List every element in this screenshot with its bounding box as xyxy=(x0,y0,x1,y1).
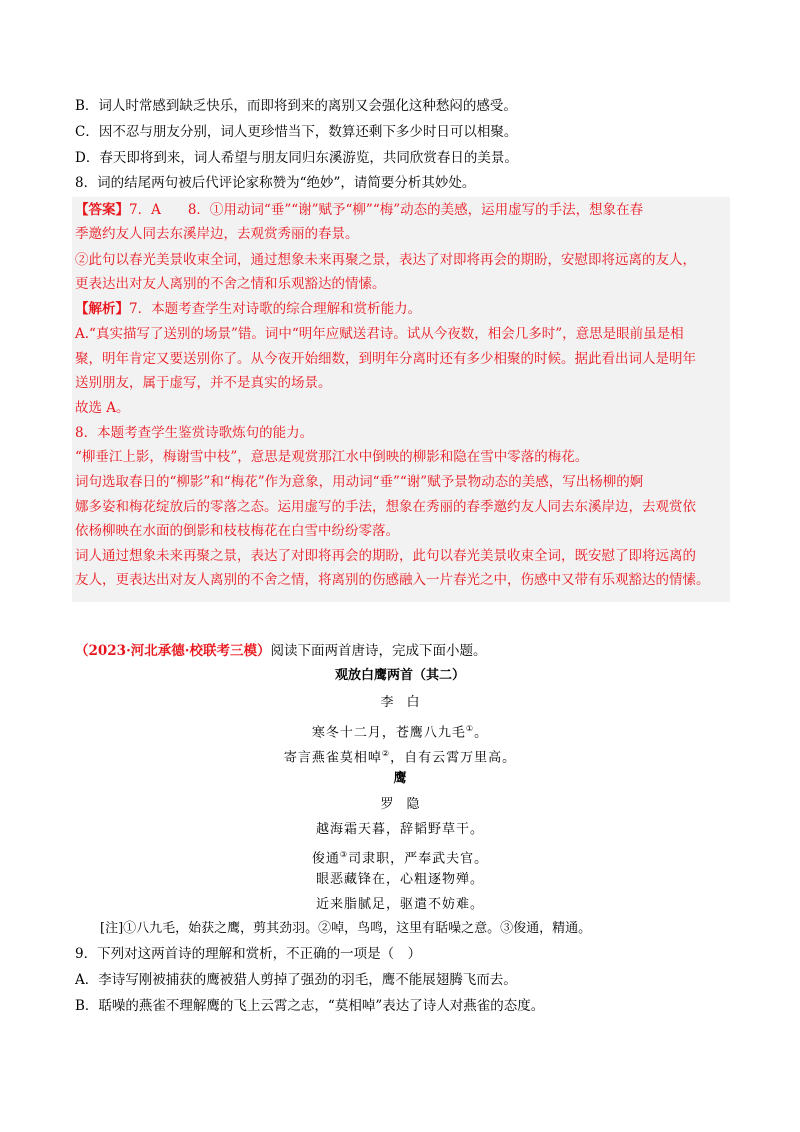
poem1-line-2 xyxy=(0,744,800,768)
analysis-line-5: 故选 A。 xyxy=(75,400,130,416)
analysis-line-9: 娜多姿和梅花绽放后的零落之态。运用虚写的手法，想象在秀丽的春季邀约友人同去东溪岸边，去观赏依 xyxy=(75,499,696,515)
analysis-line-3: 聚，明年肯定又要送别你了。从今夜开始细数，到明年分离时还有多少相聚的时候。据此看出词人是明年 xyxy=(75,351,696,367)
poem2-line-2-text: 司隶职，严奉武夫官。 xyxy=(348,851,489,867)
section-intro: 阅读下面两首唐诗，完成下面小题。 xyxy=(270,643,487,659)
answer-line-2: 季邀约友人同去东溪岸边，去观赏秀丽的春景。 xyxy=(75,226,359,242)
poem1-line-1 xyxy=(0,719,800,743)
analysis-tag: 【解析】 xyxy=(75,301,129,317)
analysis-line-2: A.“真实描写了送别的场景”错。词中“明年应赋送君诗。试从今夜数，相会几多时”，意思是眼前虽是相 xyxy=(75,326,684,342)
analysis-line-7: “柳垂江上影，梅谢雪中枝”，意思是观赏那江水中倒映的柳影和隐在雪中零落的梅花。 xyxy=(75,449,589,465)
poem1-title: 观放白鹰两首（其二） xyxy=(334,668,465,683)
question-9: 9．下列对这两首诗的理解和赏析，不正确的一项是（ ） xyxy=(75,946,422,962)
analysis-line-11: 词人通过想象未来再聚之景，表达了对即将再会的期盼，此句以春光美景收束全词，既安慰了即将远离的 xyxy=(75,548,696,564)
analysis-line-4: 送别朋友，属于虚写，并不是真实的场景。 xyxy=(75,375,332,391)
analysis-line-10: 依杨柳映在水面的倒影和枝枝梅花在白雪中纷纷零落。 xyxy=(75,523,399,539)
poem1-line-2-text: 寄言燕雀莫相啅 xyxy=(283,750,382,766)
answer-line-1 xyxy=(75,200,643,220)
poem1-line-1-text: 寒冬十二月，苍鹰八九毛 xyxy=(311,725,466,741)
footnote-marker-2: ② xyxy=(381,749,391,758)
answer-line-4: 更表达出对友人离别的不舍之情和乐观豁达的情愫。 xyxy=(75,276,386,292)
analysis-line-6: 8．本题考查学生鉴赏诗歌炼句的能力。 xyxy=(75,425,314,441)
option-d-prev: D．春天即将到来，词人希望与朋友同归东溪游览，共同欣赏春日的美景。 xyxy=(75,150,518,166)
poem2-line-1: 越海霜天暮，辞韬野草干。 xyxy=(315,822,484,837)
q9-option-b: B．聒噪的燕雀不理解鹰的飞上云霄之志，“莫相啅”表达了诗人对燕雀的态度。 xyxy=(75,998,545,1014)
poem2-line-2 xyxy=(0,845,800,869)
poem2-line-3: 眼恶藏锋在，心粗逐物殚。 xyxy=(315,872,484,887)
answer-text-1: 7．A 8．①用动词“垂”“谢”赋予“柳”“梅”动态的美感，运用虚写的手法，想象在春 xyxy=(129,202,644,218)
poem2-title: 鹰 xyxy=(393,771,407,786)
section-header xyxy=(75,641,486,661)
section-source: （2023·河北承德·校联考三模） xyxy=(75,643,271,659)
answer-line-3: ②此句以春光美景收束全词，通过想象未来再聚之景，表达了对即将再会的期盼，安慰即将远离的友人， xyxy=(75,252,696,268)
footnote-marker-1: ① xyxy=(465,724,475,733)
poem1-author: 李 白 xyxy=(380,695,420,710)
q9-option-a: A．李诗写刚被捕获的鹰被猎人剪掉了强劲的羽毛，鹰不能展翅腾飞而去。 xyxy=(75,972,517,988)
option-c-prev: C．因不忍与朋友分别，词人更珍惜当下，数算还剩下多少时日可以相聚。 xyxy=(75,124,518,140)
poem2-line-2-start: 俊通 xyxy=(311,851,340,867)
option-b-prev: B．词人时常感到缺乏快乐，而即将到来的离别又会强化这种愁闷的感受。 xyxy=(75,98,517,114)
poem1-line-2-end: ，自有云霄万里高。 xyxy=(390,750,517,766)
analysis-line-8: 词句选取春日的“柳影”和“梅花”作为意象，用动词“垂”“谢”赋予景物动态的美感，写出杨柳的婀 xyxy=(75,474,644,490)
poem1-line-1-end: 。 xyxy=(474,725,489,741)
poem-note: [注]①八九毛，始获之鹰，剪其劲羽。②啅，鸟鸣，这里有聒噪之意。③俊通，精通。 xyxy=(100,921,592,936)
analysis-line-1 xyxy=(75,299,421,319)
analysis-text-1: 7．本题考查学生对诗歌的综合理解和赏析能力。 xyxy=(129,301,422,317)
analysis-line-12: 友人，更表达出对友人离别的不舍之情，将离别的伤感融入一片春光之中，伤感中又带有乐观豁达的情愫。 xyxy=(75,572,710,588)
answer-tag: 【答案】 xyxy=(75,202,129,218)
poem2-line-4: 近来脂腻足，驱遣不妨难。 xyxy=(315,897,484,912)
question-8: 8．词的结尾两句被后代评论家称赞为“绝妙”，请简要分析其妙处。 xyxy=(75,175,476,191)
footnote-marker-3: ③ xyxy=(339,850,349,859)
poem2-author: 罗 隐 xyxy=(380,797,420,812)
